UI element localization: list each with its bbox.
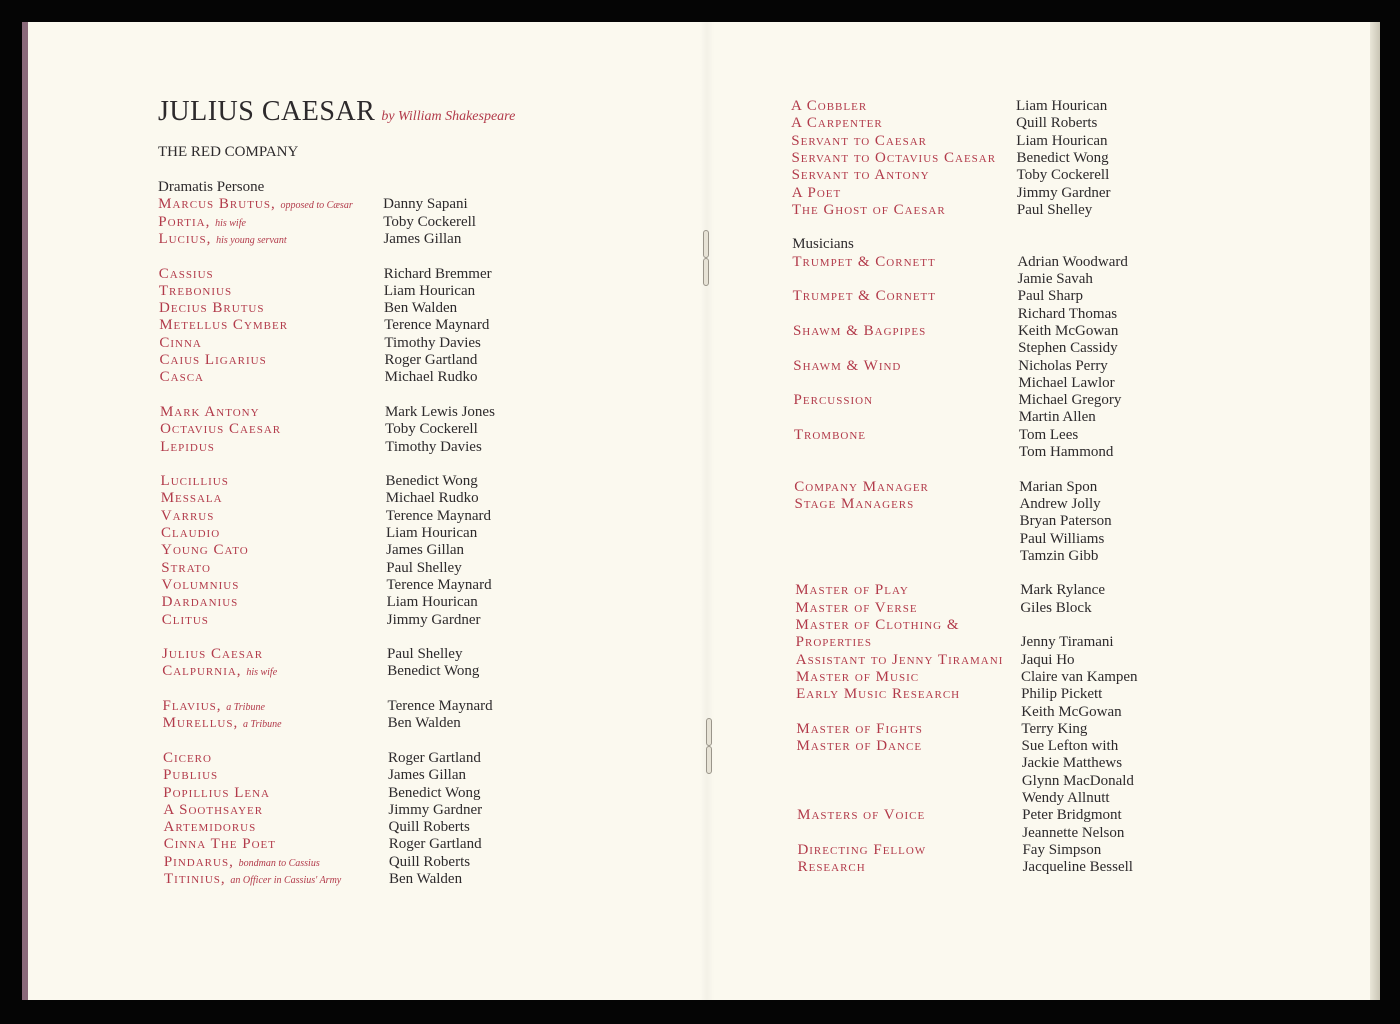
section-heading-text: Dramatis Persone [158,179,265,195]
role-name: Calpurnia, [162,663,247,680]
role-name: Popillius Lena [163,784,270,801]
actor-name: James Gillan [383,230,462,247]
cast-row [796,720,1088,738]
role-name: Pindarus, [163,853,239,870]
byline: by William Shakespeare [381,109,516,124]
cast-row [161,594,478,611]
cast-row [159,403,495,421]
cast-row [794,495,1101,513]
cast-row [163,784,481,802]
cast-row [160,438,482,456]
role-name: Cinna [159,334,202,351]
cast-row [795,651,1075,669]
staple [706,718,712,746]
cast-row [791,201,1093,219]
role-description: his wife [215,217,246,229]
cast-row [793,392,1122,409]
role-name: Master of Verse [795,599,918,616]
cast-row [797,859,1133,876]
role-name: Metellus Cymber [159,317,289,334]
actor-name: Tom Hammond [1019,444,1114,460]
actor-name: Roger Gartland [387,749,481,766]
role-name: Portia, [158,213,216,230]
actor-name: Andrew Jolly [1019,495,1101,512]
cast-row [792,322,1119,340]
cast-row [162,749,481,767]
page-gutter [700,22,714,1000]
role-name: Company Manager [794,478,929,495]
actor-name: Ben Walden [389,871,463,887]
cast-row [161,576,492,594]
cast-row [795,668,1138,686]
cast-row [796,738,1119,755]
actor-name: Paul Shelley [386,559,462,576]
role-name: Master of Play [795,582,909,599]
actor-name: Jimmy Gardner [1016,184,1111,201]
actor-name: Mark Rylance [1020,582,1105,599]
actor-name: Terence Maynard [385,507,491,524]
actor-name: Martin Allen [1018,409,1096,426]
cast-row [160,507,491,525]
role-name: Early Music Research [796,686,961,703]
actor-name: Paul Shelley [1016,201,1093,218]
role-name: Trombone [793,426,867,443]
play-title [158,96,515,128]
cast-row [158,282,476,300]
cast-row [795,599,1092,617]
role-name: Directing Fellow [797,841,927,858]
actor-name: Fay Simpson [1022,841,1102,858]
actor-name: Wendy Allnutt [1022,790,1110,806]
role-description: his young servant [216,234,287,246]
actor-name: Terence Maynard [386,576,492,593]
role-name: Cicero [162,749,212,766]
actor-name: Tom Lees [1018,426,1079,443]
staple [706,746,712,774]
actor-name: Quill Roberts [1016,115,1098,132]
role-name: Dardanius [161,594,239,611]
cast-row [792,253,1128,271]
cast-row [161,559,462,577]
cast-row [791,149,1109,167]
actor-name: Terence Maynard [384,317,490,334]
actor-name: Nicholas Perry [1018,357,1108,374]
cast-row [163,836,482,853]
cast-row [162,663,480,680]
actor-name: Richard Bremmer [383,265,492,282]
actor-name: Keith McGowan [1017,322,1119,339]
role-name: Research [797,859,866,876]
cast-row [160,421,478,438]
role-name: Master of Fights [796,720,923,737]
actor-name: Richard Thomas [1017,305,1118,322]
role-name: Titinius, [164,871,231,887]
role-name: Publius [163,767,219,784]
actor-name: Adrian Woodward [1017,253,1128,270]
cast-row [158,196,468,213]
actor-name: Michael Rudko [384,369,478,386]
role-name: Servant to Octavius Caesar [791,149,997,166]
actor-name: Glynn MacDonald [1021,772,1134,789]
role-description: his wife [246,667,278,679]
role-name: Master of Clothing & [795,617,960,633]
role-name: The Ghost of Caesar [791,201,946,218]
actor-name: Benedict Wong [388,784,481,801]
cast-row [795,634,1114,651]
role-name: Clitus [161,611,209,628]
role-description: a Tribune [242,719,282,731]
actor-name: Toby Cockerell [383,213,476,230]
actor-name: Terence Maynard [387,698,493,714]
actor-name: Keith McGowan [1021,703,1122,720]
actor-name: Jimmy Gardner [386,611,481,628]
actor-name: Paul Williams [1019,530,1105,547]
role-name: Stage Managers [794,495,915,512]
role-name: Messala [160,490,223,507]
actor-name: Roger Gartland [388,836,482,853]
role-description: bondman to Cassius [238,857,320,869]
staple [703,258,709,286]
cast-row [793,357,1108,375]
role-name: Julius Caesar [162,646,264,663]
role-description: an Officer in Cassius' Army [230,875,342,886]
cast-row [797,807,1122,824]
cast-row [159,369,478,386]
actor-name: Jaqui Ho [1020,651,1075,668]
cast-row [164,871,463,888]
actor-name: Benedict Wong [1016,149,1109,166]
role-name: Properties [795,634,872,651]
role-name: Lucillius [160,473,229,490]
actor-name: Liam Hourican [1016,132,1108,149]
section-heading-text: Musicians [792,236,854,253]
role-name: Claudio [161,525,221,541]
cast-row [791,98,1108,115]
page-edge [1370,22,1380,1000]
company-name: THE RED COMPANY [158,144,299,160]
cast-row [158,230,462,248]
cast-row [159,334,481,352]
title-text: JULIUS CAESAR [158,96,376,127]
actor-name: Claire van Kampen [1020,668,1138,685]
actor-name: Giles Block [1020,599,1092,616]
cast-row [162,646,463,663]
role-name: Lucius, [158,230,217,247]
actor-name: Ben Walden [384,300,458,317]
actor-name: Marian Spon [1019,478,1098,495]
role-name: Flavius, [162,698,227,714]
actor-name: Liam Hourican [1016,98,1108,114]
role-name: Caius Ligarius [159,352,267,368]
role-name: Artemidorus [163,819,257,836]
cast-row [791,115,1098,132]
role-name: Casca [159,369,204,386]
actor-name: James Gillan [388,767,466,784]
actor-name: Liam Hourican [383,282,476,299]
role-name: Masters of Voice [797,807,926,824]
role-name: Shawm & Bagpipes [792,322,927,339]
actor-name: James Gillan [386,542,465,559]
role-name: Servant to Antony [791,167,930,184]
actor-name: Jeannette Nelson [1022,824,1125,841]
cast-row [159,352,478,369]
actor-name: Benedict Wong [385,473,478,490]
role-name: Master of Music [795,668,920,685]
cast-row [793,426,1079,444]
actor-name: Benedict Wong [387,663,480,680]
actor-name: Paul Sharp [1017,288,1084,305]
actor-name: Sue Lefton with [1021,738,1119,755]
actor-name: Timothy Davies [385,438,482,455]
role-name: A Cobbler [791,98,868,114]
role-description: opposed to Cæsar [280,200,353,212]
actor-name: Toby Cockerell [385,421,478,438]
cast-row [160,473,478,490]
actor-name: Michael Rudko [385,490,479,507]
cast-row [791,167,1110,184]
role-name: Trebonius [158,282,233,299]
cast-row [162,698,493,715]
actor-name: Quill Roberts [388,853,471,870]
actor-name: Jimmy Gardner [388,801,483,818]
role-name: Lepidus [160,438,215,455]
role-name: Octavius Caesar [160,421,282,438]
cast-row [796,617,960,634]
cast-row [161,525,478,542]
role-name: Assistant to Jenny Tiramani [795,651,1004,668]
actor-name: Liam Hourican [386,525,478,541]
cast-row [161,542,465,559]
staple [703,230,709,258]
cast-row [163,819,470,836]
role-name: Percussion [793,392,874,409]
cast-row [161,611,481,629]
role-name: Decius Brutus [159,300,265,317]
role-name: Volumnius [161,576,240,593]
cast-row [159,317,490,334]
actor-name: Danny Sapani [383,196,468,213]
cast-row [794,478,1098,496]
actor-name: Toby Cockerell [1016,167,1110,184]
actor-name: Jamie Savah [1017,271,1093,287]
role-name: Murellus, [162,715,243,732]
cast-row [797,841,1102,859]
actor-name: Jackie Matthews [1021,755,1123,772]
cast-row [158,265,492,283]
role-name: Mark Antony [159,403,260,420]
role-name: A Poet [791,184,842,201]
role-name: Marcus Brutus, [158,196,281,213]
role-name: Shawm & Wind [793,357,902,374]
role-name: Strato [161,559,211,576]
role-name: Young Cato [161,542,249,559]
cast-row [796,686,1103,703]
cast-row [792,288,1084,305]
actor-name: Terry King [1021,720,1088,737]
actor-name: Liam Hourican [386,594,478,611]
actor-name: Mark Lewis Jones [384,403,495,420]
actor-name: Stephen Cassidy [1018,340,1118,357]
cast-row [162,715,461,732]
cast-row [163,853,471,871]
actor-name: Michael Lawlor [1018,374,1115,391]
actor-name: Roger Gartland [384,352,478,368]
role-name: Servant to Caesar [791,132,927,149]
role-name: Cinna The Poet [163,836,276,853]
actor-name: Timothy Davies [384,334,481,351]
role-name: A Carpenter [791,115,883,132]
actor-name: Jacqueline Bessell [1022,859,1133,876]
section-heading [158,179,264,196]
cast-row [795,582,1105,599]
cast-row [791,132,1108,150]
cast-row [158,213,476,231]
cast-row [163,767,466,784]
role-name: Trumpet & Cornett [792,253,936,270]
actor-name: Paul Shelley [387,646,463,663]
role-name: Varrus [160,507,215,524]
cast-row [791,184,1111,202]
role-name: A Soothsayer [163,801,264,818]
actor-name: Jenny Tiramani [1020,634,1114,651]
cast-row [159,300,458,317]
role-name: Master of Dance [796,738,923,755]
role-description: a Tribune [226,702,265,713]
actor-name: Tamzin Gibb [1019,547,1099,564]
cast-row [160,490,479,507]
actor-name: Peter Bridgmont [1022,807,1122,824]
actor-name: Michael Gregory [1018,392,1122,409]
actor-name: Ben Walden [387,715,461,732]
role-name: Trumpet & Cornett [792,288,936,305]
role-name: Cassius [158,265,214,282]
section-heading [792,236,854,253]
cast-row [163,801,483,819]
actor-name: Philip Pickett [1021,686,1103,703]
actor-name: Quill Roberts [388,819,470,836]
actor-name: Bryan Paterson [1019,513,1112,530]
